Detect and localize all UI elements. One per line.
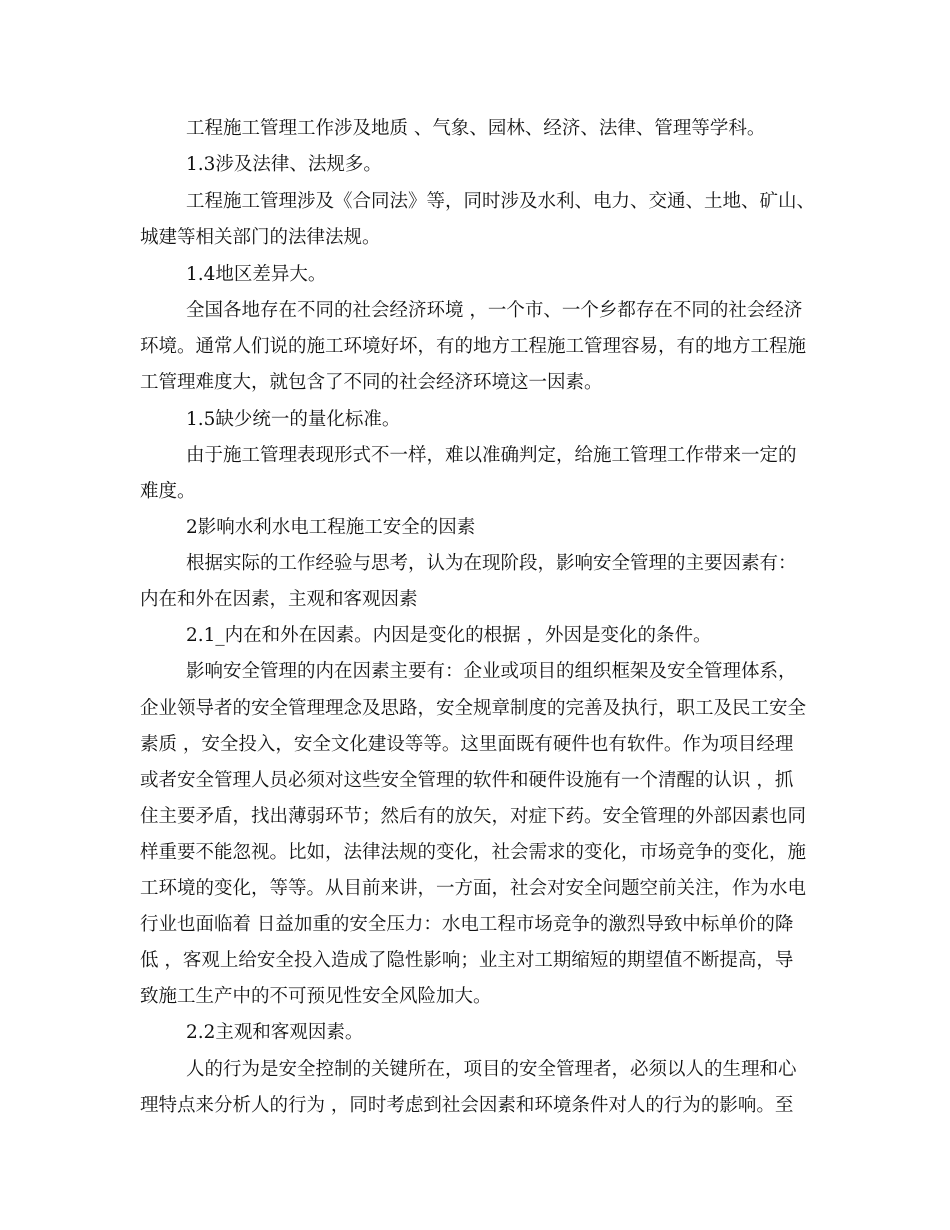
section-heading-1-5: 1.5缺少统一的量化标准。: [186, 409, 401, 430]
section-heading-1-3: 1.3涉及法律、法规多。: [186, 154, 382, 175]
body-text-line: 人的行为是安全控制的关键所在，项目的安全管理者，必须以人的生理和心: [186, 1059, 797, 1080]
body-text-line: 行业也面临着 日益加重的安全压力：水电工程市场竞争的激烈导致中标单价的降: [140, 914, 794, 935]
body-text-line: 全国各地存在不同的社会经济环境 ，一个市、一个乡都存在不同的社会经济: [186, 300, 803, 321]
body-text-line: 或者安全管理人员必须对这些安全管理的软件和硬件设施有一个清醒的认识 ，抓: [140, 770, 794, 791]
body-text-line: 低 ，客观上给安全投入造成了隐性影响；业主对工期缩短的期望值不断提高，导: [140, 950, 794, 971]
body-text-line: 城建等相关部门的法律法规。: [140, 227, 381, 248]
body-text-line: 难度。: [140, 481, 196, 502]
body-text-line: 工环境的变化，等等。从目前来讲，一方面，社会对安全问题空前关注，作为水电: [140, 878, 807, 899]
body-text-line: 工管理难度大，就包含了不同的社会经济环境这一因素。: [140, 372, 603, 393]
body-text-line: 内在和外在因素，主观和客观因素: [140, 589, 418, 610]
body-text-line: 住主要矛盾，找出薄弱环节；然后有的放矢，对症下药。安全管理的外部因素也同: [140, 806, 807, 827]
body-text-line: 致施工生产中的不可预见性安全风险加大。: [140, 986, 492, 1007]
body-text-line: 企业领导者的安全管理理念及思路，安全规章制度的完善及执行，职工及民工安全: [140, 698, 807, 719]
section-heading-1-4: 1.4地区差异大。: [186, 264, 327, 285]
body-text-line: 工程施工管理工作涉及地质 、气象、园林、经济、法律、管理等学科。: [186, 118, 766, 139]
body-text-line: 工程施工管理涉及《合同法》等，同时涉及水利、电力、交通、土地、矿山、: [186, 191, 816, 212]
section-heading-2: 2影响水利水电工程施工安全的因素: [186, 517, 476, 538]
body-text-line: 理特点来分析人的行为 ，同时考虑到社会因素和环境条件对人的行为的影响。至: [140, 1095, 794, 1116]
section-heading-2-1: 2.1_内在和外在因素。内因是变化的根据 ，外因是变化的条件。: [186, 625, 712, 646]
body-text-line: 由于施工管理表现形式不一样，难以准确判定，给施工管理工作带来一定的: [186, 445, 797, 466]
body-text-line: 样重要不能忽视。比如，法律法规的变化，社会需求的变化，市场竞争的变化，施: [140, 842, 807, 863]
body-text-line: 素质 ，安全投入，安全文化建设等等。这里面既有硬件也有软件。作为项目经理: [140, 734, 794, 755]
body-text-line: 根据实际的工作经验与思考，认为在现阶段，影响安全管理的主要因素有：: [186, 553, 797, 574]
body-text-line: 影响安全管理的内在因素主要有：企业或项目的组织框架及安全管理体系，: [186, 661, 797, 682]
section-heading-2-2: 2.2主观和客观因素。: [186, 1022, 364, 1043]
body-text-line: 环境。通常人们说的施工环境好坏，有的地方工程施工管理容易，有的地方工程施: [140, 336, 807, 357]
